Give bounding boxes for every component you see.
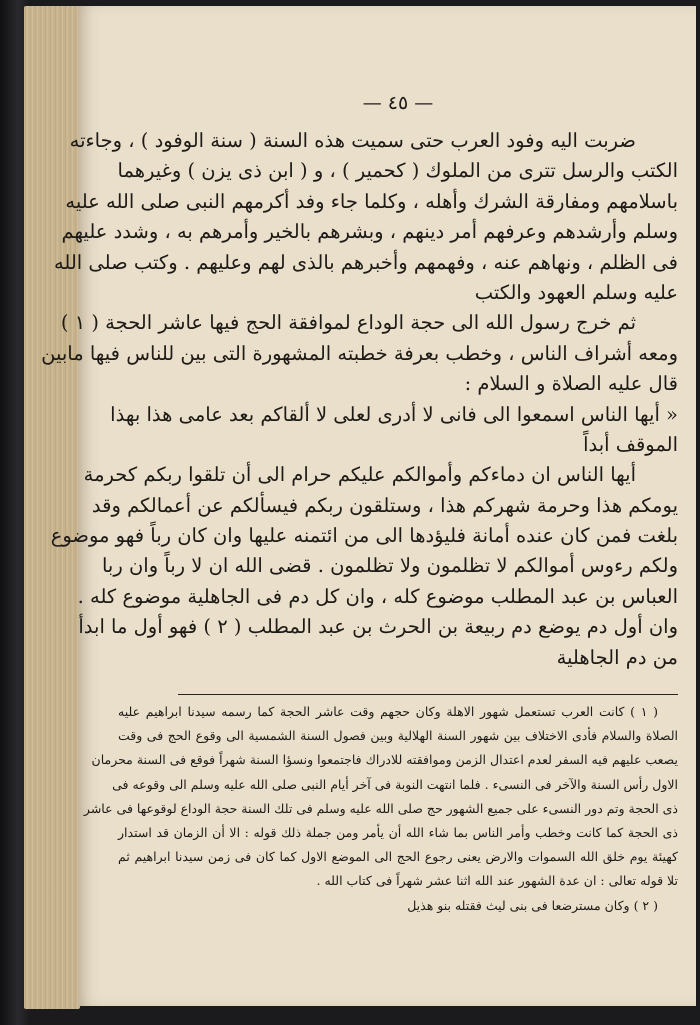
page-stack-edge — [24, 6, 80, 1009]
page-content — [41, 6, 678, 1006]
book-page — [41, 6, 696, 1006]
text-line: وسلم وأرشدهم وعرفهم أمر دينهم ، وبشرهم بالخير وأمرهم به ، وشدد عليهم — [61, 220, 678, 244]
footnote-line: الاول رأس السنة والآخر فى النسىء . فلما انتهت النوبة فى آخر أيام النبى صلى الله عليه وسلم الى وقوعه فى — [112, 776, 678, 792]
text-line: أيها الناس ان دماءكم وأموالكم عليكم حرام الى أن تلقوا ربكم كحرمة — [83, 463, 636, 487]
footnote-line: الصلاة والسلام فأدى الاختلاف بين شهور السنة الهلالية وبين فصول السنة الشمسية الى وقوع الحج فى وقت — [118, 728, 678, 744]
footnote-divider — [178, 694, 678, 695]
footnote-line: ذى الحجة كما كانت وخطب وأمر الناس بما شاء الله أن يأمر ومن جملة ذلك قوله : الا أن الزمان قد استدار — [118, 824, 678, 840]
text-line: الموقف أبداً — [583, 432, 678, 456]
text-line: بلغت فمن كان عنده أمانة فليؤدها الى من ائتمنه عليها وان كان رباً فهو موضوع — [50, 524, 678, 548]
text-line: الكتب والرسل تترى من الملوك ( كحمير ) ، و ( ابن ذى يزن ) وغيرهما — [117, 159, 678, 183]
footnote-line: تلا قوله تعالى : ان عدة الشهور عند الله اثنا عشر شهراً فى كتاب الله . — [316, 873, 678, 889]
text-line: عليه وسلم العهود والكتب — [474, 280, 678, 304]
footnotes — [83, 700, 678, 918]
footnote-line: ذى الحجة وتم دور النسىء على جميع الشهور حج صلى الله عليه وسلم فى تلك السنة حجة الوداع لوقوعها فى عاشر — [83, 800, 678, 816]
text-line: قال عليه الصلاة و السلام : — [464, 372, 678, 396]
footnote-line: ( ٢ ) وكان مسترضعا فى بنى ليث فقتله بنو هذيل — [407, 897, 658, 913]
footnote-line: ( ١ ) كانت العرب تستعمل شهور الاهلة وكان حجهم وقت عاشر الحجة كما رسمه سيدنا ابراهيم عليه — [118, 704, 658, 719]
text-line: باسلامهم ومفارقة الشرك وأهله ، وكلما جاء وفد أكرمهم النبى صلى الله عليه — [65, 189, 678, 213]
page-number: — ٤٥ — — [362, 92, 434, 114]
text-line: ضربت اليه وفود العرب حتى سميت هذه السنة ( سنة الوفود ) ، وجاءته — [69, 129, 636, 152]
text-line: ومعه أشراف الناس ، وخطب بعرفة خطبته المشهورة التى بين للناس فيها مابين — [41, 341, 678, 365]
text-line: فى الظلم ، ونهاهم عنه ، وفهمهم وأخبرهم بالذى لهم وعليهم . وكتب صلى الله — [53, 250, 678, 274]
text-line: من دم الجاهلية — [556, 645, 678, 669]
main-text — [41, 126, 678, 673]
text-line: ثم خرج رسول الله الى حجة الوداع لموافقة الحج فيها عاشر الحجة ( ١ ) — [60, 311, 636, 335]
footnote-line: كهيئة يوم خلق الله السموات والارض يعنى رجوع الحج الى الموضع الاول كما كان فى زمن سيدنا ابراهيم ثم — [118, 849, 678, 865]
text-line: ولكم رءوس أموالكم لا تظلمون ولا تظلمون . قضى الله ان لا رباً وان ربا — [101, 554, 678, 578]
text-line: وان أول دم يوضع دم ربيعة بن الحرث بن عبد المطلب ( ٢ ) فهو أول ما ابدأ — [78, 615, 678, 639]
text-line: « أيها الناس اسمعوا الى فانى لا أدرى لعلى لا ألقاكم بعد عامى هذا بهذا — [110, 402, 678, 426]
text-line: يومكم هذا وحرمة شهركم هذا ، وستلقون ربكم فيسألكم عن أعمالكم وقد — [91, 493, 678, 517]
footnote-line: يصعب عليهم فيه السفر لعدم اعتدال الزمن وموافقته للادراك فاجتمعوا ونسؤا السنة شهراً فوقع فى السنة محرمان — [91, 752, 678, 768]
text-line: العباس بن عبد المطلب موضوع كله ، وان كل دم فى الجاهلية موضوع كله . — [77, 584, 678, 608]
